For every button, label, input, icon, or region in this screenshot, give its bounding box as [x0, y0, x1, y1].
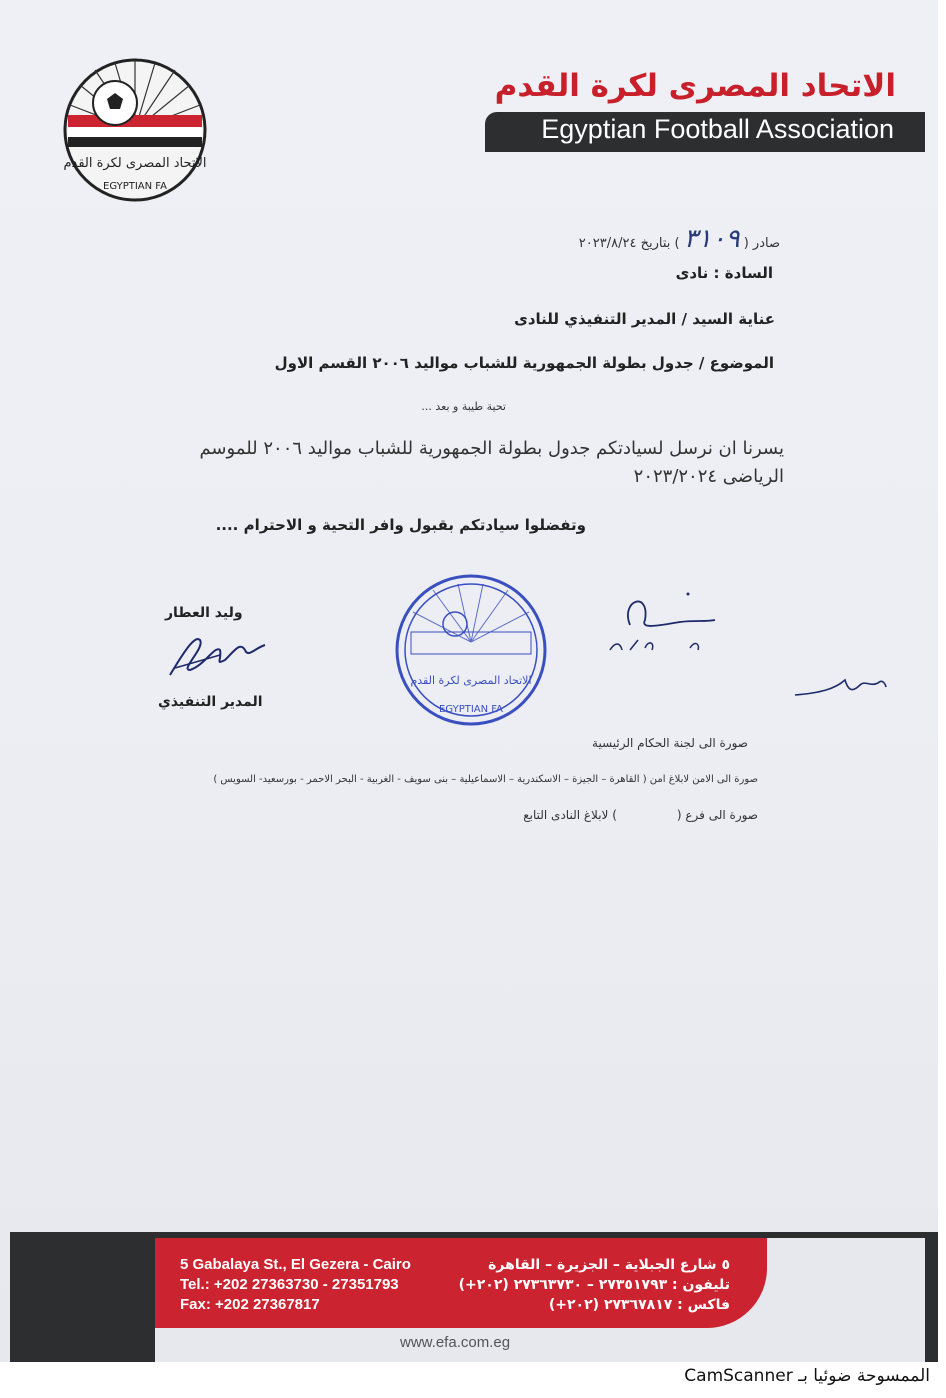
attention-line: عناية السيد / المدير التنفيذي للنادى [514, 310, 775, 328]
footer-ar-address: ٥ شارع الجبلاية – الجزيرة – القاهرة [488, 1257, 730, 1273]
stamp-arabic-text: الاتحاد المصرى لكرة القدم [410, 674, 532, 687]
org-name-english: Egyptian Football Association [541, 114, 894, 144]
footer-ar-fax: فاكس : ٢٧٣٦٧٨١٧ (٢٠٢+) [548, 1297, 730, 1313]
subject-line: الموضوع / جدول بطولة الجمهورية للشباب مواليد ٢٠٠٦ القسم الاول [274, 354, 774, 372]
stamp-english-text: EGYPTIAN FA [439, 704, 503, 715]
signatory-title: المدير التنفيذي [158, 694, 263, 710]
website-url: www.efa.com.eg [400, 1334, 511, 1351]
ref-date: ٢٠٢٣/٨/٢٤ [578, 236, 637, 251]
reference-line [579, 224, 780, 254]
copy-security: صورة الى الامن لابلاغ امن ( القاهرة – الجيزة – الاسكندرية – الاسماعيلية – بنى سويف - الغربية - البحر الاحمر - بورسعيد- السويس ) [213, 774, 758, 785]
greeting: تحية طيبة و بعد ... [421, 400, 506, 413]
logo-english-text: EGYPTIAN FA [103, 181, 167, 192]
footer-en-address: 5 Gabalaya St., El Gezera - Cairo [180, 1256, 411, 1273]
addressee: السادة : نادى [675, 264, 773, 282]
footer-english-contact [180, 1255, 411, 1315]
signatory-name: وليد العطار [165, 605, 243, 621]
copy-branch-prefix: صورة الى فرع ( [676, 808, 758, 822]
handwritten-initials [600, 580, 730, 660]
handwritten-note [790, 665, 890, 705]
logo-arabic-text: الاتحاد المصرى لكرة القدم [63, 156, 207, 171]
handwritten-signature [160, 620, 280, 690]
camscanner-watermark: الممسوحة ضوئيا بـ CamScanner [684, 1366, 930, 1386]
footer-ar-tel: تليفون : ٢٧٣٥١٧٩٣ – ٢٧٣٦٣٧٣٠ (٢٠٢+) [458, 1277, 730, 1293]
ref-label: صادر ( [743, 236, 780, 251]
efa-logo [60, 55, 210, 205]
ref-number: ٣١٠٩ [683, 224, 740, 254]
footer-en-tel: Tel.: +202 27363730 - 27351793 [180, 1276, 399, 1293]
footer-arabic-contact [459, 1255, 730, 1315]
copy-branch-suffix: ) لابلاغ النادى التابع [523, 808, 617, 822]
closing-line: وتفضلوا سيادتكم بقبول وافر التحية و الاحترام .... [215, 516, 586, 534]
org-name-arabic: الاتحاد المصرى لكرة القدم [494, 68, 896, 104]
body-paragraph: يسرنا ان نرسل لسيادتكم جدول بطولة الجمهورية للشباب مواليد ٢٠٠٦ للموسم الرياضى ٢٠٢٣/٢٠٢٤ [199, 438, 784, 487]
ref-date-label: ) بتاريخ [640, 236, 680, 251]
official-stamp [393, 572, 549, 728]
copy-referees-committee: صورة الى لجنة الحكام الرئيسية [592, 736, 748, 750]
footer-en-fax: Fax: +202 27367817 [180, 1296, 320, 1313]
copy-branch [523, 808, 758, 822]
